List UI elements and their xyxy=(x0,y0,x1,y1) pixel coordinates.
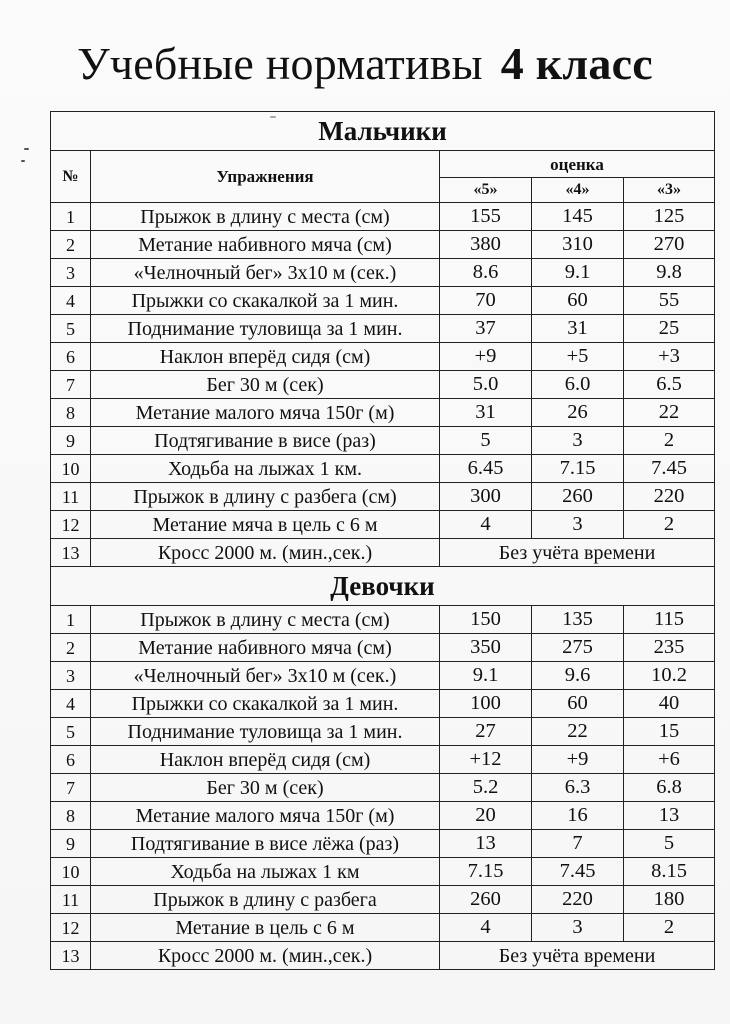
exercise-name: Метание набивного мяча (см) xyxy=(91,231,440,259)
grade-5-value: 100 xyxy=(440,690,532,718)
table-row xyxy=(51,830,715,858)
row-number: 1 xyxy=(51,203,91,231)
exercise-name: Наклон вперёд сидя (см) xyxy=(91,343,440,371)
exercise-name: Бег 30 м (сек) xyxy=(91,371,440,399)
table-row xyxy=(51,634,715,662)
exercise-name: Метание в цель с 6 м xyxy=(91,914,440,942)
table-row xyxy=(51,343,715,371)
row-number: 2 xyxy=(51,634,91,662)
exercise-name: Кросс 2000 м. (мин.,сек.) xyxy=(91,942,440,970)
grade-3-value: 10.2 xyxy=(624,662,715,690)
row-number: 11 xyxy=(51,886,91,914)
grade-4-value: 26 xyxy=(532,399,624,427)
exercise-name: Кросс 2000 м. (мин.,сек.) xyxy=(91,539,440,567)
row-number: 4 xyxy=(51,690,91,718)
table-row xyxy=(51,690,715,718)
grade-3-value: 9.8 xyxy=(624,259,715,287)
grade-4-value: 9.6 xyxy=(532,662,624,690)
grade-5-value: 380 xyxy=(440,231,532,259)
norms-table-body xyxy=(51,112,715,970)
grade-3-value: 2 xyxy=(624,914,715,942)
table-row xyxy=(51,774,715,802)
exercise-name: Бег 30 м (сек) xyxy=(91,774,440,802)
grade-4-value: 7.15 xyxy=(532,455,624,483)
row-number: 3 xyxy=(51,259,91,287)
table-row xyxy=(51,315,715,343)
row-number: 7 xyxy=(51,371,91,399)
grade-3-value: 8.15 xyxy=(624,858,715,886)
grade-5-value: 300 xyxy=(440,483,532,511)
row-number: 6 xyxy=(51,746,91,774)
girls-section-row xyxy=(51,567,715,606)
grade-3-value: 2 xyxy=(624,511,715,539)
grade-4-value: 60 xyxy=(532,287,624,315)
row-number: 4 xyxy=(51,287,91,315)
grade-5-value: 7.15 xyxy=(440,858,532,886)
grade-5-value: +12 xyxy=(440,746,532,774)
table-row xyxy=(51,718,715,746)
table-row xyxy=(51,886,715,914)
exercise-name: Подтягивание в висе лёжа (раз) xyxy=(91,830,440,858)
norms-sheet xyxy=(50,111,714,970)
exercise-name: Метание мяча в цель с 6 м xyxy=(91,511,440,539)
grade-5-value: +9 xyxy=(440,343,532,371)
grade-3-value: 270 xyxy=(624,231,715,259)
table-row xyxy=(51,539,715,567)
grade-5-value: 4 xyxy=(440,511,532,539)
table-row xyxy=(51,371,715,399)
row-number: 13 xyxy=(51,942,91,970)
table-row xyxy=(51,606,715,634)
row-number: 1 xyxy=(51,606,91,634)
grade-3-value: 2 xyxy=(624,427,715,455)
row-number: 7 xyxy=(51,774,91,802)
grade-4-value: +5 xyxy=(532,343,624,371)
grade-5-value: 350 xyxy=(440,634,532,662)
exercise-name: Наклон вперёд сидя (см) xyxy=(91,746,440,774)
grade-3-value: 6.5 xyxy=(624,371,715,399)
grade-5-value: 155 xyxy=(440,203,532,231)
grade-4-value: +9 xyxy=(532,746,624,774)
row-number: 8 xyxy=(51,802,91,830)
row-number: 12 xyxy=(51,511,91,539)
table-row xyxy=(51,231,715,259)
row-number: 5 xyxy=(51,315,91,343)
exercise-name: Прыжок в длину с разбега xyxy=(91,886,440,914)
grade-4-value: 3 xyxy=(532,914,624,942)
exercise-name: Прыжок в длину с места (см) xyxy=(91,203,440,231)
grade-3-value: 40 xyxy=(624,690,715,718)
grade-4-value: 31 xyxy=(532,315,624,343)
grade-3-value: 180 xyxy=(624,886,715,914)
table-row xyxy=(51,802,715,830)
grade-4-value: 310 xyxy=(532,231,624,259)
header-grade-3: «3» xyxy=(624,178,715,203)
row-number: 3 xyxy=(51,662,91,690)
header-grade-4: «4» xyxy=(532,178,624,203)
row-number: 11 xyxy=(51,483,91,511)
row-number: 2 xyxy=(51,231,91,259)
no-time-limit-value: Без учёта времени xyxy=(440,539,715,567)
grade-3-value: 25 xyxy=(624,315,715,343)
exercise-name: «Челночный бег» 3х10 м (сек.) xyxy=(91,662,440,690)
grade-4-value: 3 xyxy=(532,427,624,455)
grade-4-value: 16 xyxy=(532,802,624,830)
grade-5-value: 6.45 xyxy=(440,455,532,483)
exercise-name: Прыжки со скакалкой за 1 мин. xyxy=(91,287,440,315)
grade-3-value: +6 xyxy=(624,746,715,774)
grade-5-value: 20 xyxy=(440,802,532,830)
table-row xyxy=(51,914,715,942)
exercise-name: Поднимание туловища за 1 мин. xyxy=(91,315,440,343)
row-number: 12 xyxy=(51,914,91,942)
grade-5-value: 13 xyxy=(440,830,532,858)
row-number: 9 xyxy=(51,830,91,858)
boys-section-title: Мальчики xyxy=(51,112,715,151)
table-row xyxy=(51,203,715,231)
table-row xyxy=(51,427,715,455)
row-number: 9 xyxy=(51,427,91,455)
title-grade: 4 класс xyxy=(500,38,653,89)
scan-speck xyxy=(24,148,29,150)
grade-4-value: 6.3 xyxy=(532,774,624,802)
exercise-name: Прыжки со скакалкой за 1 мин. xyxy=(91,690,440,718)
grade-4-value: 3 xyxy=(532,511,624,539)
table-row xyxy=(51,483,715,511)
norms-table xyxy=(50,111,715,970)
grade-4-value: 220 xyxy=(532,886,624,914)
table-row xyxy=(51,511,715,539)
exercise-name: Прыжок в длину с разбега (см) xyxy=(91,483,440,511)
grade-3-value: 22 xyxy=(624,399,715,427)
grade-5-value: 8.6 xyxy=(440,259,532,287)
table-row xyxy=(51,746,715,774)
title-main: Учебные нормативы xyxy=(77,38,483,89)
grade-3-value: +3 xyxy=(624,343,715,371)
grade-4-value: 275 xyxy=(532,634,624,662)
table-row xyxy=(51,942,715,970)
exercise-name: Метание малого мяча 150г (м) xyxy=(91,802,440,830)
header-num: № xyxy=(51,151,91,203)
header-grade-title: оценка xyxy=(440,151,715,178)
grade-3-value: 15 xyxy=(624,718,715,746)
grade-5-value: 150 xyxy=(440,606,532,634)
grade-3-value: 220 xyxy=(624,483,715,511)
row-number: 10 xyxy=(51,858,91,886)
grade-4-value: 9.1 xyxy=(532,259,624,287)
grade-4-value: 22 xyxy=(532,718,624,746)
grade-3-value: 6.8 xyxy=(624,774,715,802)
grade-4-value: 135 xyxy=(532,606,624,634)
header-grade-5: «5» xyxy=(440,178,532,203)
grade-5-value: 37 xyxy=(440,315,532,343)
exercise-name: Поднимание туловища за 1 мин. xyxy=(91,718,440,746)
table-row xyxy=(51,662,715,690)
page-title xyxy=(0,34,730,94)
exercise-name: Ходьба на лыжах 1 км xyxy=(91,858,440,886)
grade-4-value: 7 xyxy=(532,830,624,858)
grade-4-value: 7.45 xyxy=(532,858,624,886)
row-number: 8 xyxy=(51,399,91,427)
grade-5-value: 260 xyxy=(440,886,532,914)
table-row xyxy=(51,455,715,483)
grade-3-value: 13 xyxy=(624,802,715,830)
grade-3-value: 235 xyxy=(624,634,715,662)
girls-section-title: Девочки xyxy=(51,567,715,606)
scan-speck xyxy=(270,116,276,118)
table-row xyxy=(51,399,715,427)
grade-4-value: 145 xyxy=(532,203,624,231)
scan-speck xyxy=(21,160,25,162)
exercise-name: «Челночный бег» 3х10 м (сек.) xyxy=(91,259,440,287)
table-row xyxy=(51,287,715,315)
grade-3-value: 5 xyxy=(624,830,715,858)
grade-3-value: 115 xyxy=(624,606,715,634)
grade-5-value: 5 xyxy=(440,427,532,455)
exercise-name: Подтягивание в висе (раз) xyxy=(91,427,440,455)
grade-5-value: 70 xyxy=(440,287,532,315)
exercise-name: Ходьба на лыжах 1 км. xyxy=(91,455,440,483)
row-number: 5 xyxy=(51,718,91,746)
row-number: 6 xyxy=(51,343,91,371)
table-row xyxy=(51,858,715,886)
grade-5-value: 5.0 xyxy=(440,371,532,399)
grade-3-value: 7.45 xyxy=(624,455,715,483)
exercise-name: Метание набивного мяча (см) xyxy=(91,634,440,662)
grade-5-value: 27 xyxy=(440,718,532,746)
no-time-limit-value: Без учёта времени xyxy=(440,942,715,970)
header-row-top xyxy=(51,151,715,178)
grade-4-value: 260 xyxy=(532,483,624,511)
grade-4-value: 60 xyxy=(532,690,624,718)
table-row xyxy=(51,259,715,287)
grade-5-value: 9.1 xyxy=(440,662,532,690)
grade-5-value: 31 xyxy=(440,399,532,427)
grade-5-value: 5.2 xyxy=(440,774,532,802)
grade-5-value: 4 xyxy=(440,914,532,942)
exercise-name: Прыжок в длину с места (см) xyxy=(91,606,440,634)
header-exercise: Упражнения xyxy=(91,151,440,203)
grade-3-value: 55 xyxy=(624,287,715,315)
grade-4-value: 6.0 xyxy=(532,371,624,399)
row-number: 13 xyxy=(51,539,91,567)
boys-section-row xyxy=(51,112,715,151)
grade-3-value: 125 xyxy=(624,203,715,231)
exercise-name: Метание малого мяча 150г (м) xyxy=(91,399,440,427)
row-number: 10 xyxy=(51,455,91,483)
